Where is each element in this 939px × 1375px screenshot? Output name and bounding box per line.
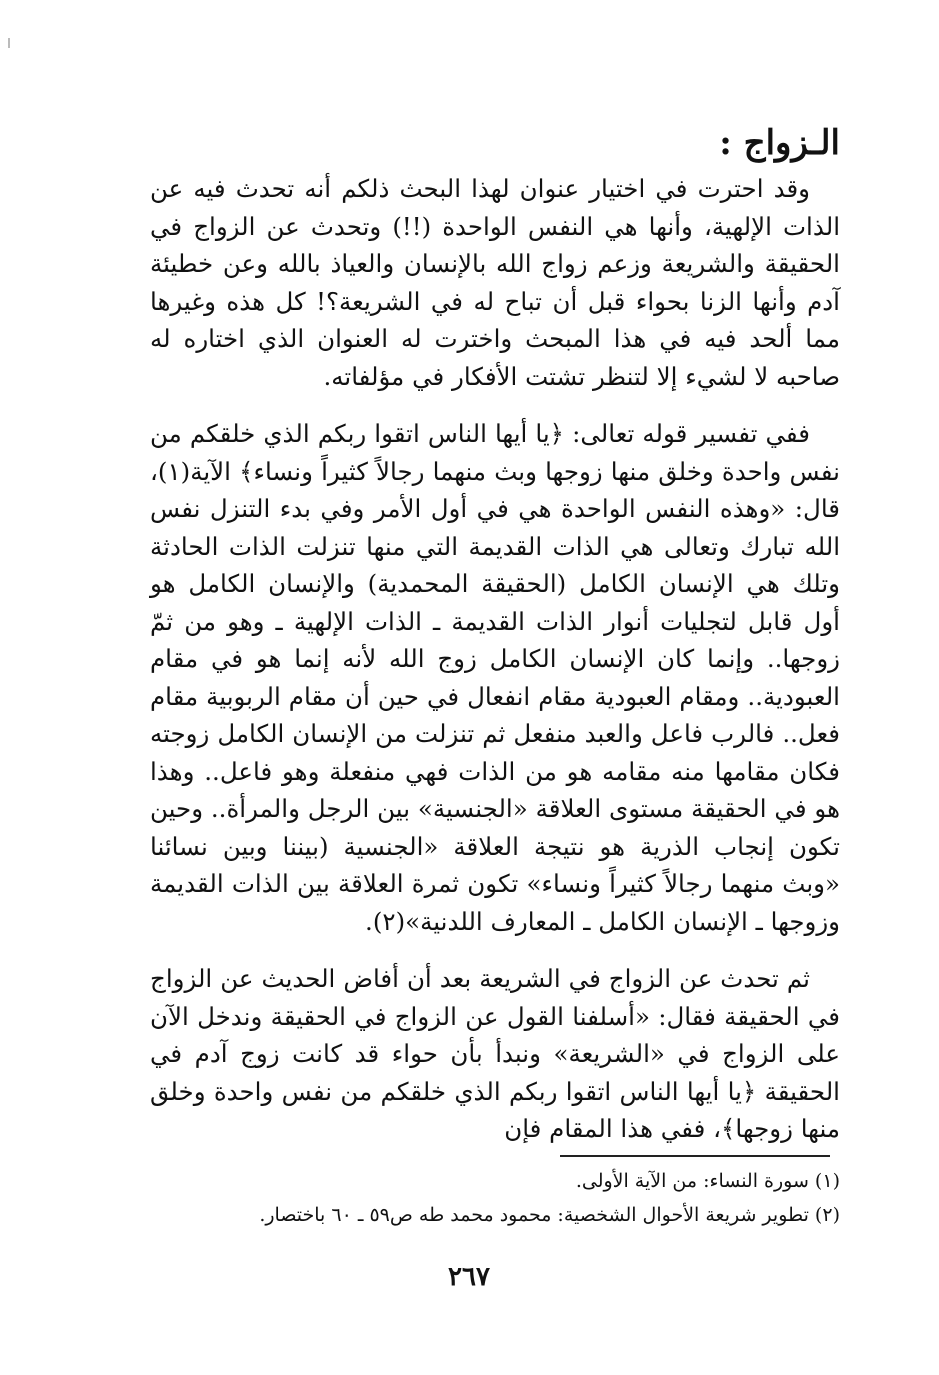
footnote-divider	[560, 1155, 830, 1157]
paragraph-quote-tafsir: ففي تفسير قوله تعالى: ﴿يا أيها الناس اتقوا ربكم الذي خلقكم من نفس واحدة وخلق منها زوجها وبث منهما رجالاً كثيراً ونساء﴾ الآية(١)، قال: «وهذه النفس الواحدة هي في أول الأمر وفي بدء التنزل نفس الله تبارك وتعالى هي الذات القديمة التي منها تنزلت الذات الحادثة وتلك هي الإنسان الكامل (الحقيقة المحمدية) والإنسان الكامل هو أول قابل لتجليات أنوار الذات القديمة ـ الذات الإلهية ـ وهو من ثمّ زوجها.. وإنما كان الإنسان الكامل زوج الله لأنه إنما هو في مقام العبودية.. ومقام العبودية مقام انفعال في حين أن مقام الربوبية مقام فعل.. فالرب فاعل والعبد منفعل ثم تنزلت من الإنسان الكامل زوجته فكان مقامها منه مقامه هو من الذات فهي منفعلة وهو فاعل.. وهذا هو في الحقيقة مستوى العلاقة «الجنسية» بين الرجل والمرأة.. وحين تكون إنجاب الذرية هو نتيجة العلاقة «الجنسية (بيننا وبين نسائنا «وبث منهما رجالاً كثيراً ونساء» تكون ثمرة العلاقة بين الذات القديمة وزوجها ـ الإنسان الكامل ـ المعارف اللدنية»(٢).	[150, 419, 840, 936]
main-text	[150, 120, 840, 1168]
footnotes	[150, 1164, 840, 1232]
section-heading: الـزواج :	[719, 123, 840, 163]
page-number: ٢٦٧	[448, 1262, 490, 1292]
footnote-1: (١) سورة النساء: من الآية الأولى.	[575, 1170, 840, 1192]
footnote-2: (٢) تطوير شريعة الأحوال الشخصية: محمود محمد طه ص٥٩ ـ ٦٠ باختصار.	[259, 1204, 840, 1226]
paragraph-sharia-marriage: ثم تحدث عن الزواج في الشريعة بعد أن أفاض الحديث عن الزواج في الحقيقة فقال: «أسلفنا القول عن الزواج في الحقيقة وندخل الآن على الزواج في «الشريعة» ونبدأ بأن حواء قد كانت زوج آدم في الحقيقة ﴿يا أيها الناس اتقوا ربكم الذي خلقكم من نفس واحدة وخلق منها زوجها﴾، ففي هذا المقام فإن	[150, 964, 840, 1143]
margin-mark	[8, 38, 10, 48]
paragraph-intro: وقد احترت في اختيار عنوان لهذا البحث ذلكم أنه تحدث فيه عن الذات الإلهية، وأنها هي النفس الواحدة (!!) وتحدث عن الزواج في الحقيقة والشريعة وزعم زواج الله بالإنسان والعياذ بالله وعن خطيئة آدم وأنها الزنا بحواء قبل أن تباح له في الشريعة؟! كل هذه وغيرها مما ألحد فيه في هذا المبحث واخترت له العنوان الذي اختاره له صاحبه لا لشيء إلا لتنظر تشتت الأفكار في مؤلفاته.	[150, 174, 840, 391]
